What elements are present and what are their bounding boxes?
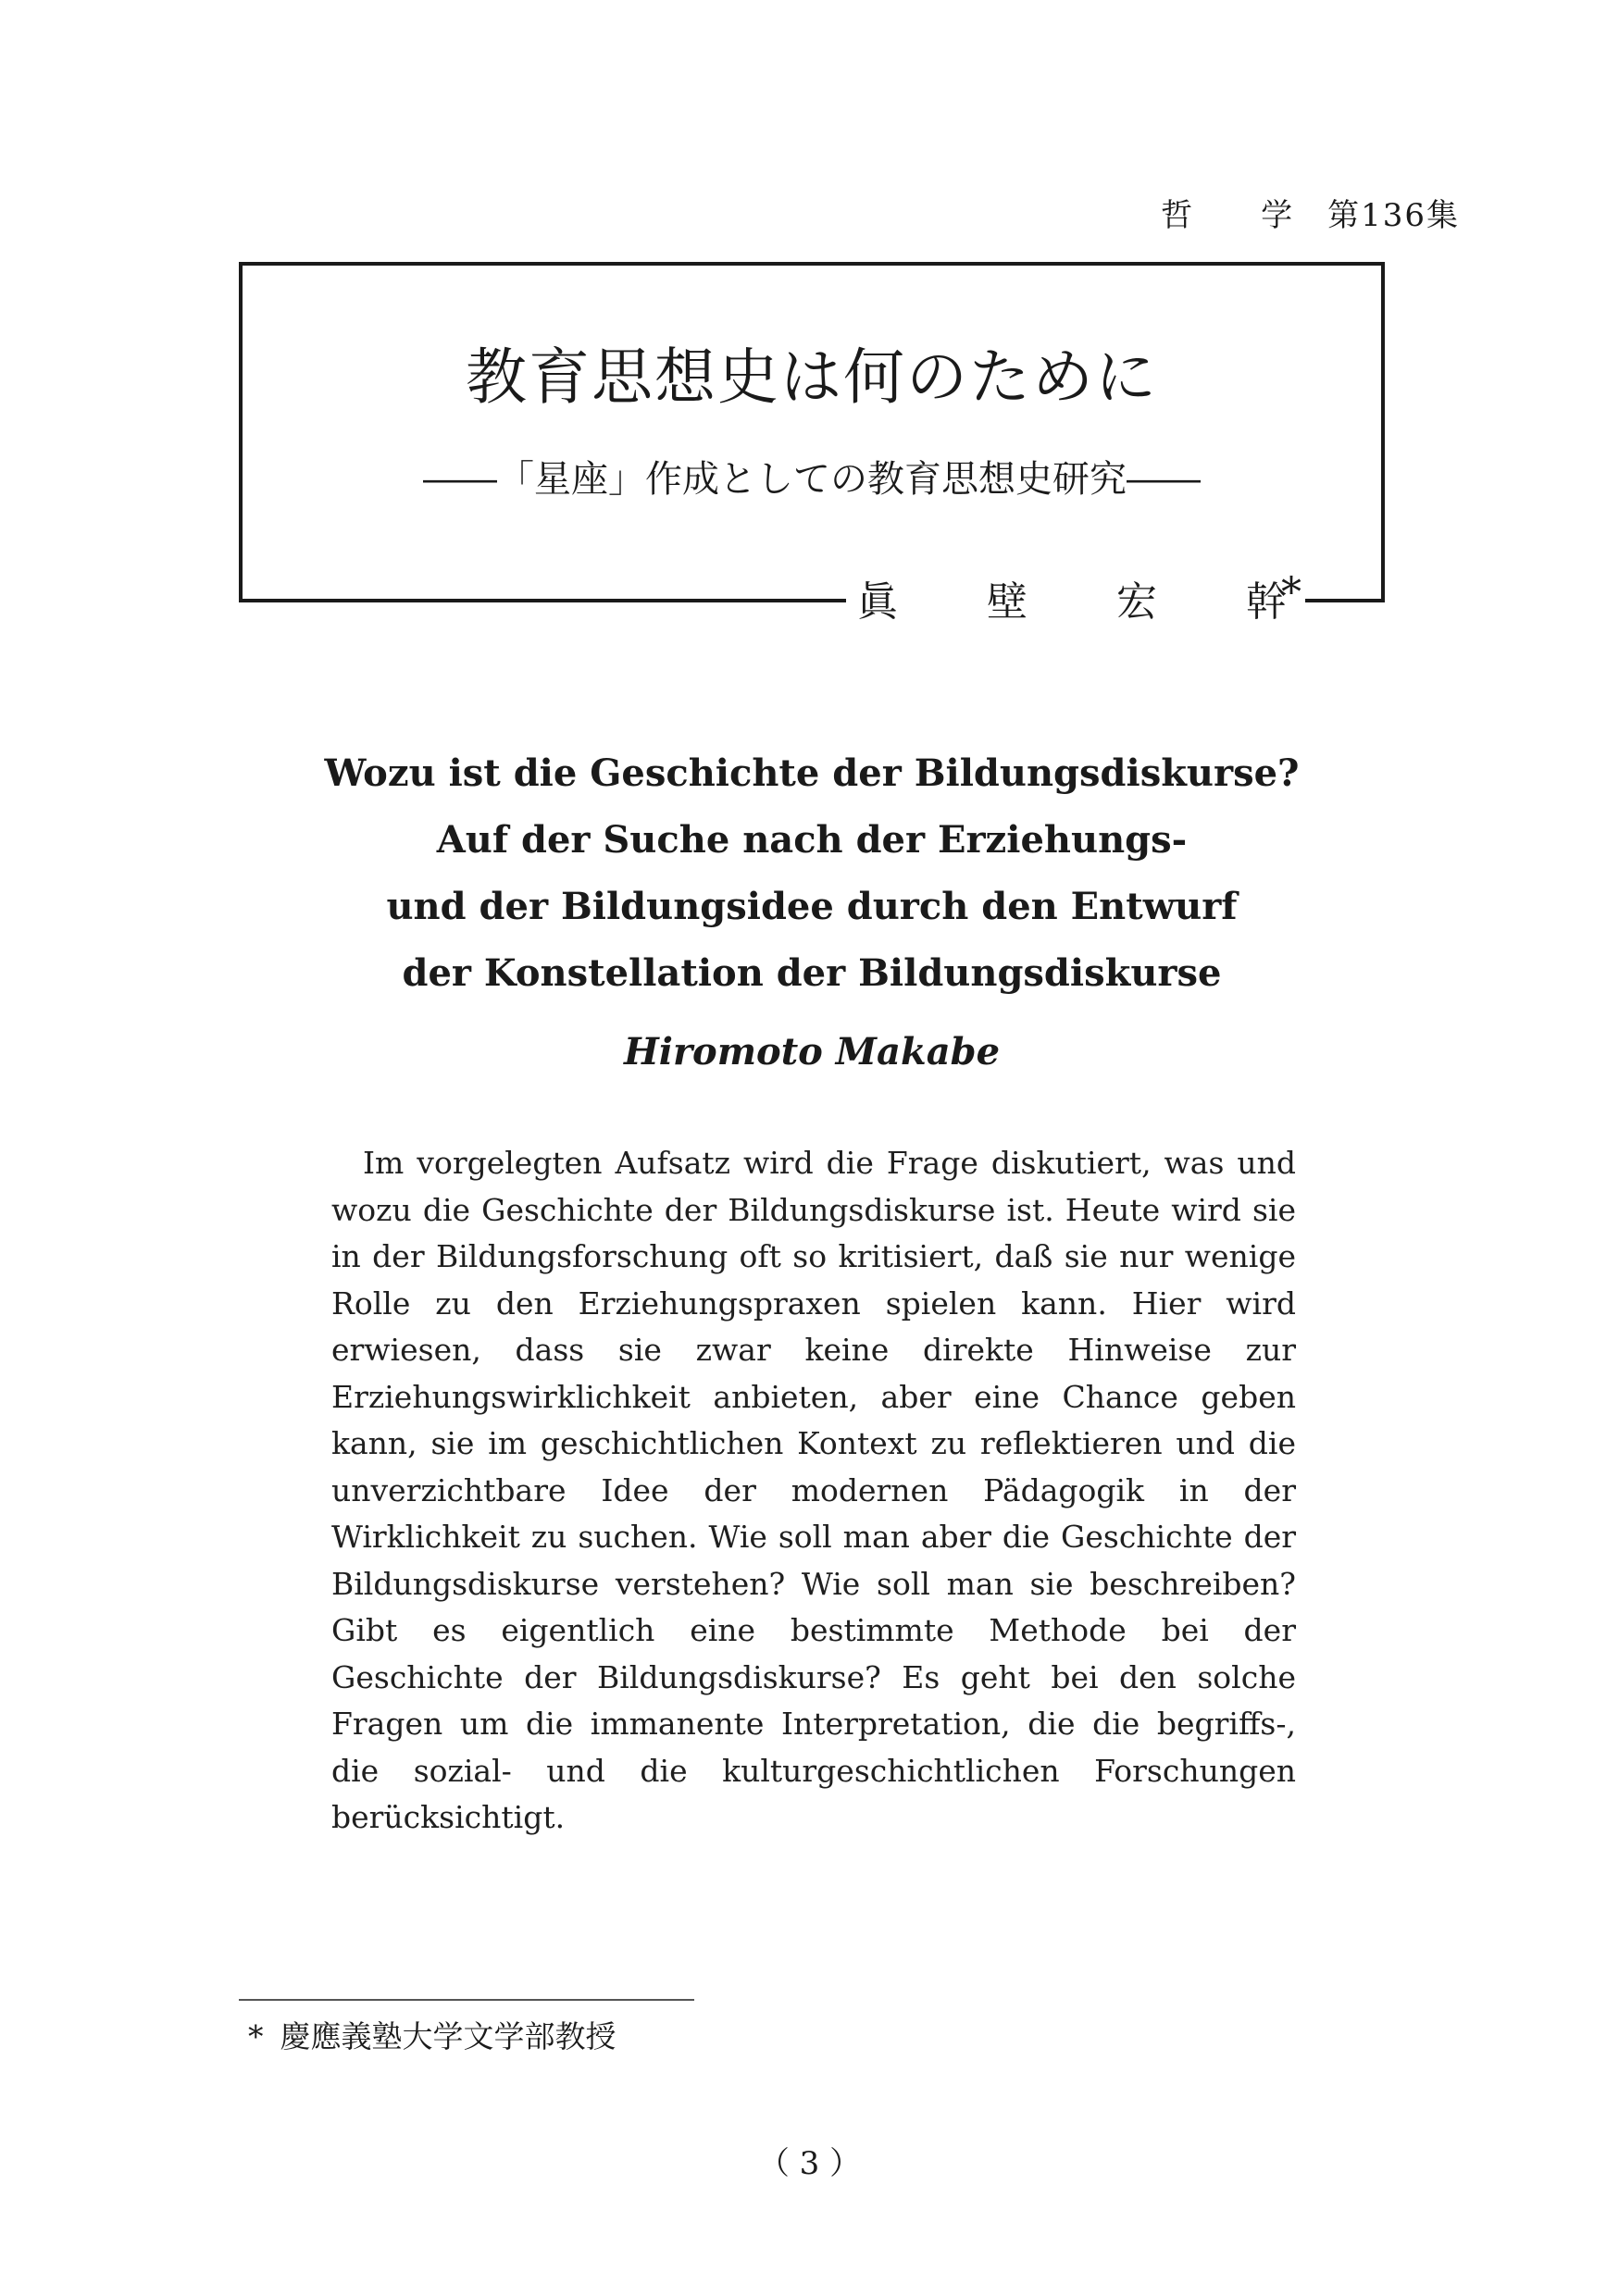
main-title: 教育思想史は何のために: [466, 341, 1158, 413]
footnote-mark: *: [248, 2018, 264, 2054]
english-title-line: und der Bildungsidee durch den Entwurf: [386, 885, 1238, 928]
page-number: （ 3 ）: [757, 2145, 862, 2182]
author-japanese: [857, 569, 1301, 630]
abstract-paragraph: Im vorgelegten Aufsatz wird die Frage diskutiert, was und wozu die Geschichte der Bildungsdiskurse ist. Heute wird sie in der Bildungsforschung oft so kritisiert, daß sie nur wenige Rolle zu den Erziehungspraxen spielen kann. Hier wird erwiesen, dass sie zwar keine direkte Hinweise zur Erziehungswirklichkeit anbieten, aber eine Chance geben kann, sie im geschichtlichen Kontext zu reflektieren und die unverzichtbare Idee der modernen Pädagogik in der Wirklichkeit zu suchen. Wie soll man aber die Geschichte der Bildungsdiskurse verstehen? Wie soll man sie beschreiben? Gibt es eigentlich eine bestimmte Methode bei der Geschichte der Bildungsdiskurse? Es geht bei den solche Fragen um die immanente Interpretation, die die begriffs-, die sozial- und die kulturgeschichtlichen Forschungen berücksichtigt.: [331, 1145, 1296, 1835]
author-char: 眞: [857, 578, 898, 626]
footnote-divider: [239, 1999, 694, 2001]
english-title-line: der Konstellation der Bildungsdiskurse: [402, 951, 1222, 995]
author-last-group: [1246, 569, 1301, 630]
footnote-text: 慶應義塾大学文学部教授: [280, 2018, 616, 2054]
english-title: [239, 740, 1385, 1007]
title-box: [239, 262, 1385, 602]
english-author: Hiromoto Makabe: [623, 1030, 1001, 1074]
author-char: 幹: [1246, 578, 1287, 626]
footnote: [248, 2013, 616, 2056]
author-char: 宏: [1116, 578, 1157, 626]
english-title-line: Auf der Suche nach der Erziehungs-: [436, 818, 1188, 862]
english-title-line: Wozu ist die Geschichte der Bildungsdiskurse?: [324, 751, 1300, 795]
journal-header: 哲 学 第136集: [1161, 197, 1460, 234]
author-char: 壁: [987, 578, 1027, 626]
subtitle: ――「星座」作成としての教育思想史研究――: [423, 458, 1201, 501]
footnote-reference-mark: *: [1281, 569, 1301, 616]
